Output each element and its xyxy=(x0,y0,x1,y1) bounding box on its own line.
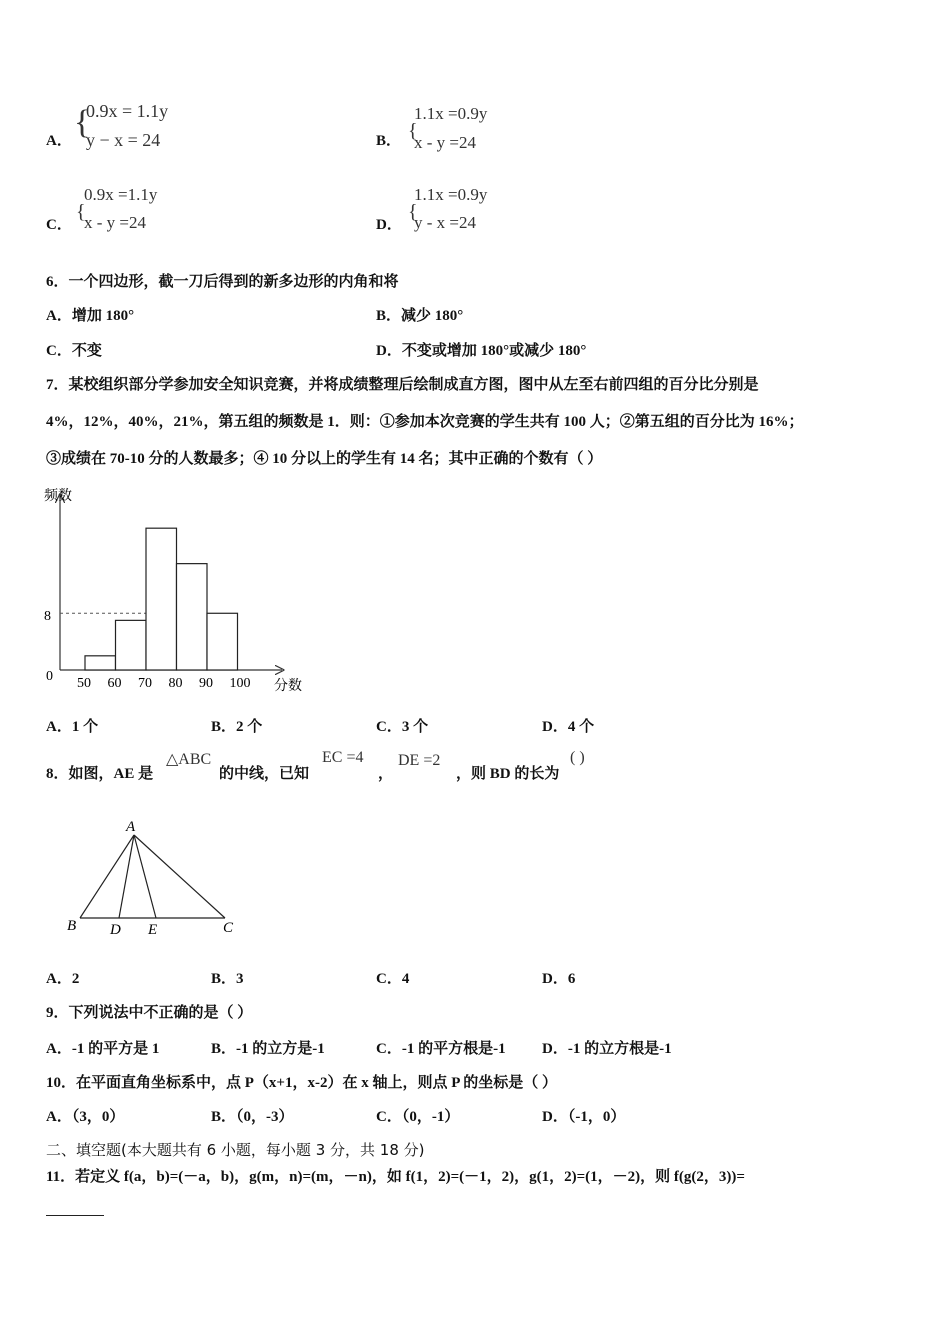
q6-stem: 6．一个四边形，截一刀后得到的新多边形的内角和将 xyxy=(46,274,399,290)
q8-triangle: △ABC xyxy=(166,751,212,768)
q6-option-a[interactable]: A．增加 180° xyxy=(46,308,135,324)
y-tick-label-0: 0 xyxy=(46,669,53,684)
q11-stem: 11．若定义 f(a，b)=(－a，b)，g(m，n)=(m，－n)，如 f(1，2)=(－1，2)，g(1，2)=(1，－2)，则 f(g(2，3))= xyxy=(46,1169,745,1185)
histogram-bar-1 xyxy=(85,656,116,670)
answer-blank[interactable] xyxy=(46,1215,104,1216)
q9-stem: 9．下列说法中不正确的是（ ） xyxy=(46,1005,253,1021)
q6-option-d[interactable]: D．不变或增加 180°或减少 180° xyxy=(376,343,587,359)
q5-option-b-eq2: x - y =24 xyxy=(414,133,476,152)
q7-stem-line1: 7．某校组织部分学参加安全知识竞赛，并将成绩整理后绘制成直方图，图中从左至右前四组的百分比分别是 xyxy=(46,377,759,393)
q6-option-b[interactable]: B．减少 180° xyxy=(376,308,464,324)
q10-option-c[interactable]: C．（0，-1） xyxy=(376,1109,460,1125)
q8-stem-prefix: 8．如图，AE 是 xyxy=(46,766,154,782)
histogram-chart xyxy=(30,478,330,700)
histogram-bar-3 xyxy=(146,528,177,670)
q5-option-b-letter: B． xyxy=(376,133,402,149)
brace-icon: { xyxy=(408,201,418,223)
histogram-bar-2 xyxy=(116,620,147,670)
q8-stem-middle: 的中线，已知 xyxy=(219,766,310,782)
triangle-figure xyxy=(60,815,250,940)
q5-option-b-eq1: 1.1x =0.9y xyxy=(414,104,488,123)
histogram-bar-5 xyxy=(207,613,238,670)
brace-icon: { xyxy=(408,120,418,142)
q9-option-d[interactable]: D．-1 的立方根是-1 xyxy=(542,1041,672,1057)
q5-option-c-letter: C． xyxy=(46,217,72,233)
q7-option-a[interactable]: A．1 个 xyxy=(46,719,99,735)
q10-option-d[interactable]: D．（-1，0） xyxy=(542,1109,626,1125)
q6-option-c[interactable]: C．不变 xyxy=(46,343,102,359)
q5-option-a-eq1: 0.9x = 1.1y xyxy=(86,101,169,121)
q8-ec: EC =4 xyxy=(322,749,364,766)
x-tick-label-50: 50 xyxy=(77,676,91,691)
x-axis-label: 分数 xyxy=(274,679,302,694)
histogram-bar-4 xyxy=(177,564,208,670)
q10-option-b[interactable]: B．（0，-3） xyxy=(211,1109,294,1125)
label-a: A xyxy=(126,819,136,835)
label-c: C xyxy=(223,920,234,936)
q5-option-a-eq2: y − x = 24 xyxy=(86,130,161,150)
label-e: E xyxy=(148,922,158,938)
q8-option-a[interactable]: A．2 xyxy=(46,971,80,987)
q8-option-b[interactable]: B．3 xyxy=(211,971,244,987)
label-d: D xyxy=(110,922,121,938)
q5-option-a-letter: A． xyxy=(46,133,72,149)
q9-option-b[interactable]: B．-1 的立方是-1 xyxy=(211,1041,325,1057)
q7-option-c[interactable]: C．3 个 xyxy=(376,719,429,735)
q5-option-c-eq1: 0.9x =1.1y xyxy=(84,185,158,204)
q5-option-d-eq1: 1.1x =0.9y xyxy=(414,185,488,204)
q8-de: DE =2 xyxy=(398,752,441,769)
q8-stem-suffix: ，则 BD 的长为 xyxy=(456,766,560,782)
q7-stem-line3: ③成绩在 70-10 分的人数最多；④ 10 分以上的学生有 14 名；其中正确的个数有（ ） xyxy=(46,451,603,467)
x-tick-label-90: 90 xyxy=(199,676,213,691)
q10-stem: 10．在平面直角坐标系中，点 P（x+1，x-2）在 x 轴上，则点 P 的坐标是（ ） xyxy=(46,1075,558,1091)
q7-option-d[interactable]: D．4 个 xyxy=(542,719,595,735)
q8-option-c[interactable]: C．4 xyxy=(376,971,410,987)
q9-option-c[interactable]: C．-1 的平方根是-1 xyxy=(376,1041,506,1057)
q5-option-d-letter: D． xyxy=(376,217,402,233)
x-tick-label-60: 60 xyxy=(107,676,122,691)
q9-option-a[interactable]: A．-1 的平方是 1 xyxy=(46,1041,160,1057)
q10-option-a[interactable]: A．（3，0） xyxy=(46,1109,125,1125)
y-axis-label: 频数 xyxy=(44,489,72,504)
q5-option-d-eq2: y - x =24 xyxy=(414,213,476,232)
section-heading: 二、填空题(本大题共有 6 小题，每小题 3 分，共 18 分) xyxy=(46,1141,425,1159)
q8-option-d[interactable]: D．6 xyxy=(542,971,576,987)
q8-answer-paren: ( ) xyxy=(570,749,585,766)
q7-stem-line2: 4%，12%，40%，21%，第五组的频数是 1．则：①参加本次竞赛的学生共有 100 人；②第五组的百分比为 16%； xyxy=(46,414,804,430)
q7-option-b[interactable]: B．2 个 xyxy=(211,719,263,735)
q5-option-c-eq2: x - y =24 xyxy=(84,213,146,232)
x-tick-label-80: 80 xyxy=(168,676,183,691)
x-tick-label-70: 70 xyxy=(138,676,152,691)
brace-icon: { xyxy=(76,201,86,223)
x-tick-label-100: 100 xyxy=(229,676,251,691)
label-b: B xyxy=(67,918,77,934)
y-tick-label-8: 8 xyxy=(44,609,51,624)
brace-icon: { xyxy=(74,104,91,141)
q8-comma: ， xyxy=(378,766,394,782)
